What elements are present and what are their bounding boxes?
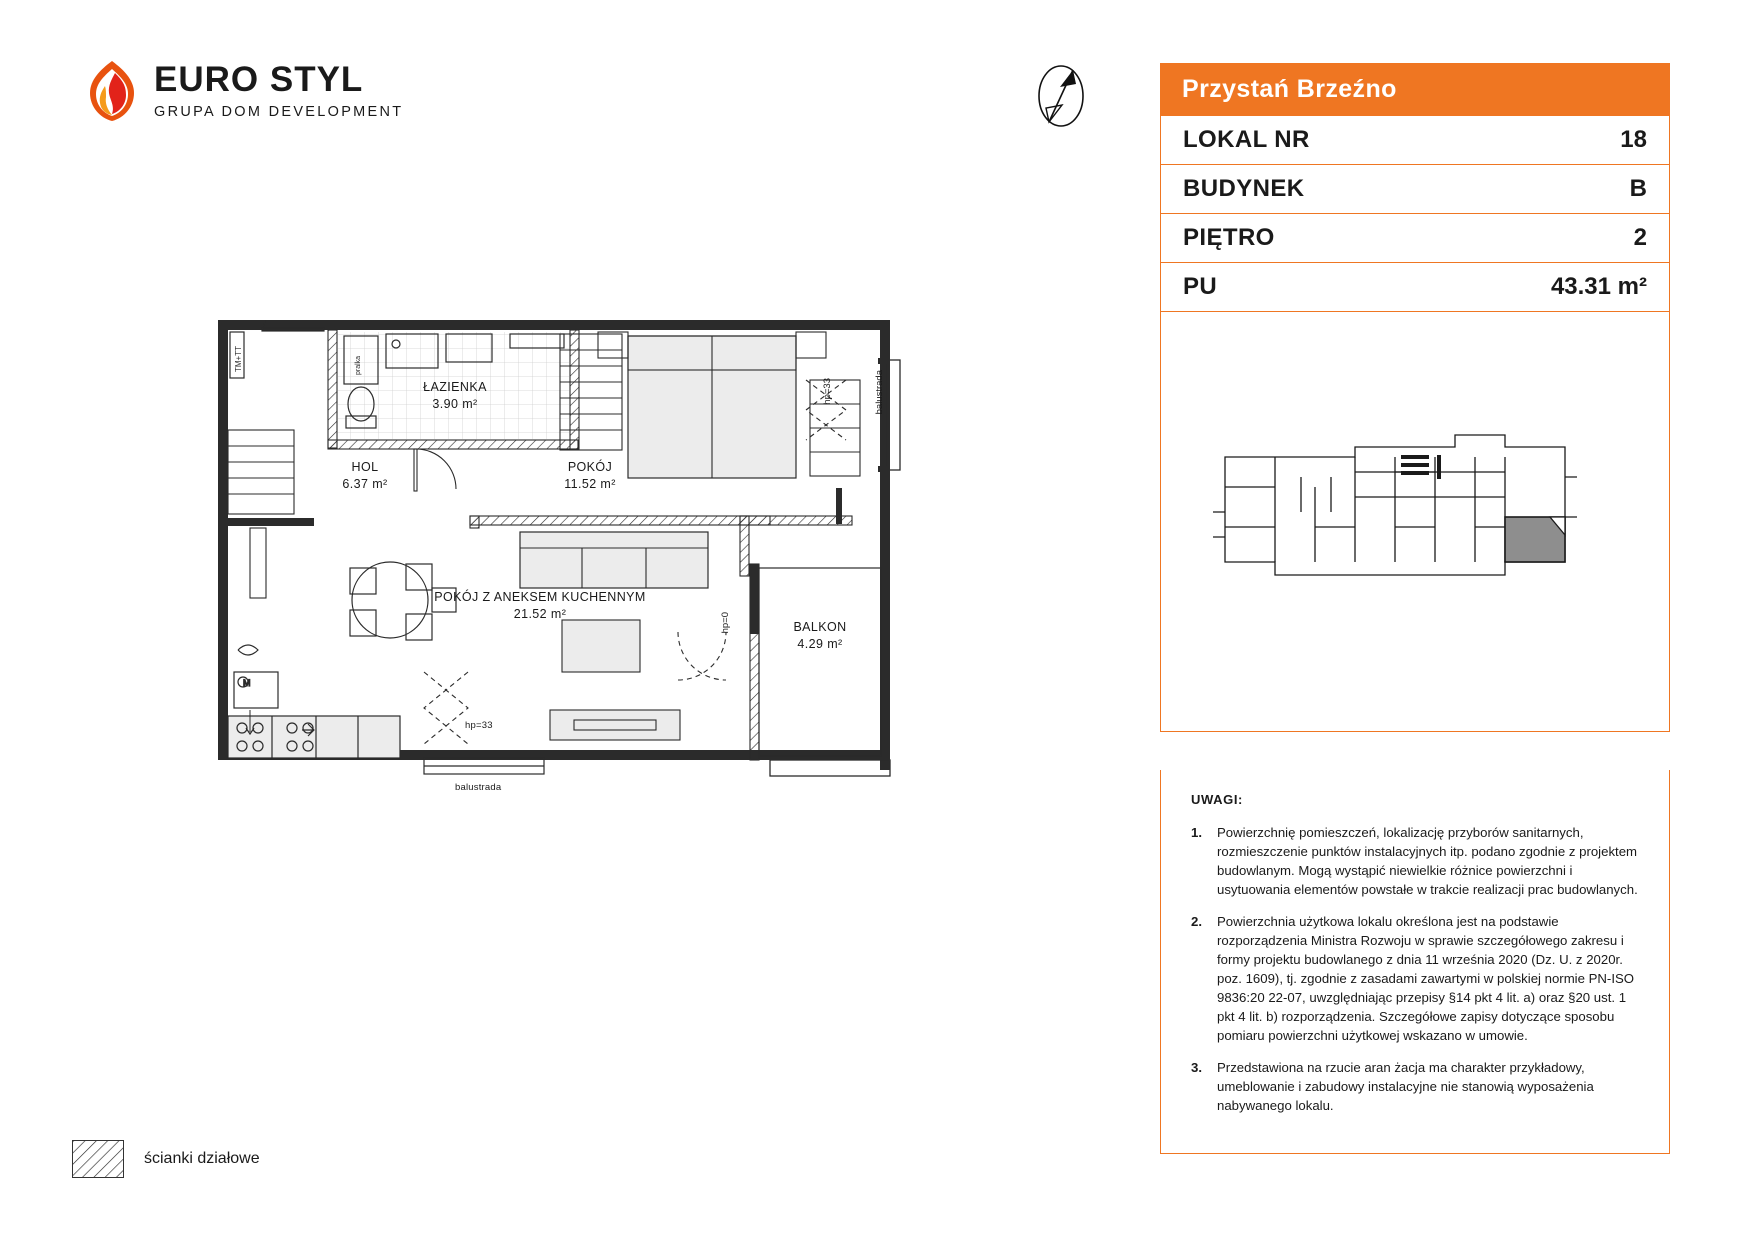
room-label-lazienka xyxy=(395,380,515,411)
spec-table xyxy=(1160,116,1670,312)
annotation-hp0: hp=0 xyxy=(720,612,731,634)
room-area: 4.29 m² xyxy=(797,637,843,651)
spec-value: 2 xyxy=(1633,224,1647,251)
note-text: Powierzchnia użytkowa lokalu określona jest na podstawie rozporządzenia Ministra Rozwoju w sprawie szczegółowego zakresu i formy projektu budowlanego z dnia 11 września 2020 (Dz. U. z 2020r. poz. 1609), tj. zgodnie z zasadami zawartymi w polskiej normie PN-ISO 9836:20 22-07, uwzględniając przepisy §14 pkt 4 lit. a) oraz §20 ust. 1 pkt 4 lit. b) rozporządzenia. Szczegółowe zapisy dotyczące sposobu pomiaru powierzchni użytkowej wskazano w umowie. xyxy=(1217,913,1635,1044)
spec-row-lokal xyxy=(1161,116,1669,165)
room-label-hol xyxy=(310,460,420,491)
room-name: HOL xyxy=(351,460,379,474)
spec-label: PU xyxy=(1183,273,1218,300)
logo-title: EURO STYL xyxy=(154,60,364,100)
legend-label: ścianki działowe xyxy=(144,1150,260,1167)
info-panel xyxy=(1160,63,1670,1154)
spec-row-pietro xyxy=(1161,214,1669,263)
room-area: 6.37 m² xyxy=(342,477,388,491)
room-label-pokoj xyxy=(530,460,650,491)
project-name-banner: Przystań Brzeźno xyxy=(1160,63,1670,116)
spec-row-pu xyxy=(1161,263,1669,311)
note-number: 3. xyxy=(1191,1059,1202,1075)
spec-label: LOKAL NR xyxy=(1183,126,1310,153)
annotation-balustrada-bottom: balustrada xyxy=(455,782,502,793)
room-name: ŁAZIENKA xyxy=(423,380,487,394)
spec-value: B xyxy=(1629,175,1647,202)
annotation-hp33-living: hp=33 xyxy=(465,720,493,731)
note-number: 1. xyxy=(1191,825,1202,840)
annotation-hp33-bedroom: hp=33 xyxy=(822,378,833,405)
legend-swatch-partition-wall xyxy=(72,1140,124,1178)
note-number: 2. xyxy=(1191,913,1202,929)
key-plan xyxy=(1160,312,1670,732)
spec-row-budynek xyxy=(1161,165,1669,214)
legend xyxy=(72,1140,260,1178)
svg-text:TM+TT: TM+TT xyxy=(234,346,243,372)
notes-title: UWAGI: xyxy=(1191,792,1243,807)
spec-label: PIĘTRO xyxy=(1183,224,1275,251)
notes-box xyxy=(1160,770,1670,1154)
euro-styl-flame-icon xyxy=(84,60,140,122)
room-label-pokoj-aneks xyxy=(410,590,670,621)
room-name: BALKON xyxy=(793,620,847,634)
room-area: 11.52 m² xyxy=(564,477,616,491)
note-text: Przedstawiona na rzucie aran żacja ma charakter przykładowy, umeblowanie i zabudowy instalacyjne nie stanowią wyposażenia nabywanego lokalu. xyxy=(1217,1059,1594,1113)
logo-subtitle: GRUPA DOM DEVELOPMENT xyxy=(154,103,404,120)
annotation-balustrada-right: balustrada xyxy=(874,370,885,415)
spec-value: 18 xyxy=(1620,126,1647,153)
spec-label: BUDYNEK xyxy=(1183,175,1305,202)
room-label-balkon xyxy=(760,620,880,651)
room-area: 3.90 m² xyxy=(432,397,478,411)
floor-plan-drawing xyxy=(210,320,1010,840)
brand-logo xyxy=(84,60,403,122)
room-area: 21.52 m² xyxy=(513,607,567,621)
note-item xyxy=(1191,912,1645,1046)
north-arrow-icon xyxy=(1030,60,1092,132)
spec-value: 43.31 m² xyxy=(1550,273,1647,300)
svg-text:pralka: pralka xyxy=(355,355,362,375)
note-item xyxy=(1191,1058,1645,1115)
room-name: POKÓJ Z ANEKSEM KUCHENNYM xyxy=(434,590,646,604)
note-item xyxy=(1191,823,1645,900)
note-text: Powierzchnię pomieszczeń, lokalizację przyborów sanitarnych, rozmieszczenie punktów instalacyjnych itp. podano zgodnie z projektem budowlanym. Mogą wystąpić niewielkie różnice powierzchni i usytuowania elementów powstałe w trakcie realizacji prac budowlanych. xyxy=(1217,825,1638,898)
svg-text:M: M xyxy=(243,678,251,688)
room-name: POKÓJ xyxy=(567,460,613,474)
floor-plan-svg xyxy=(210,320,1010,840)
